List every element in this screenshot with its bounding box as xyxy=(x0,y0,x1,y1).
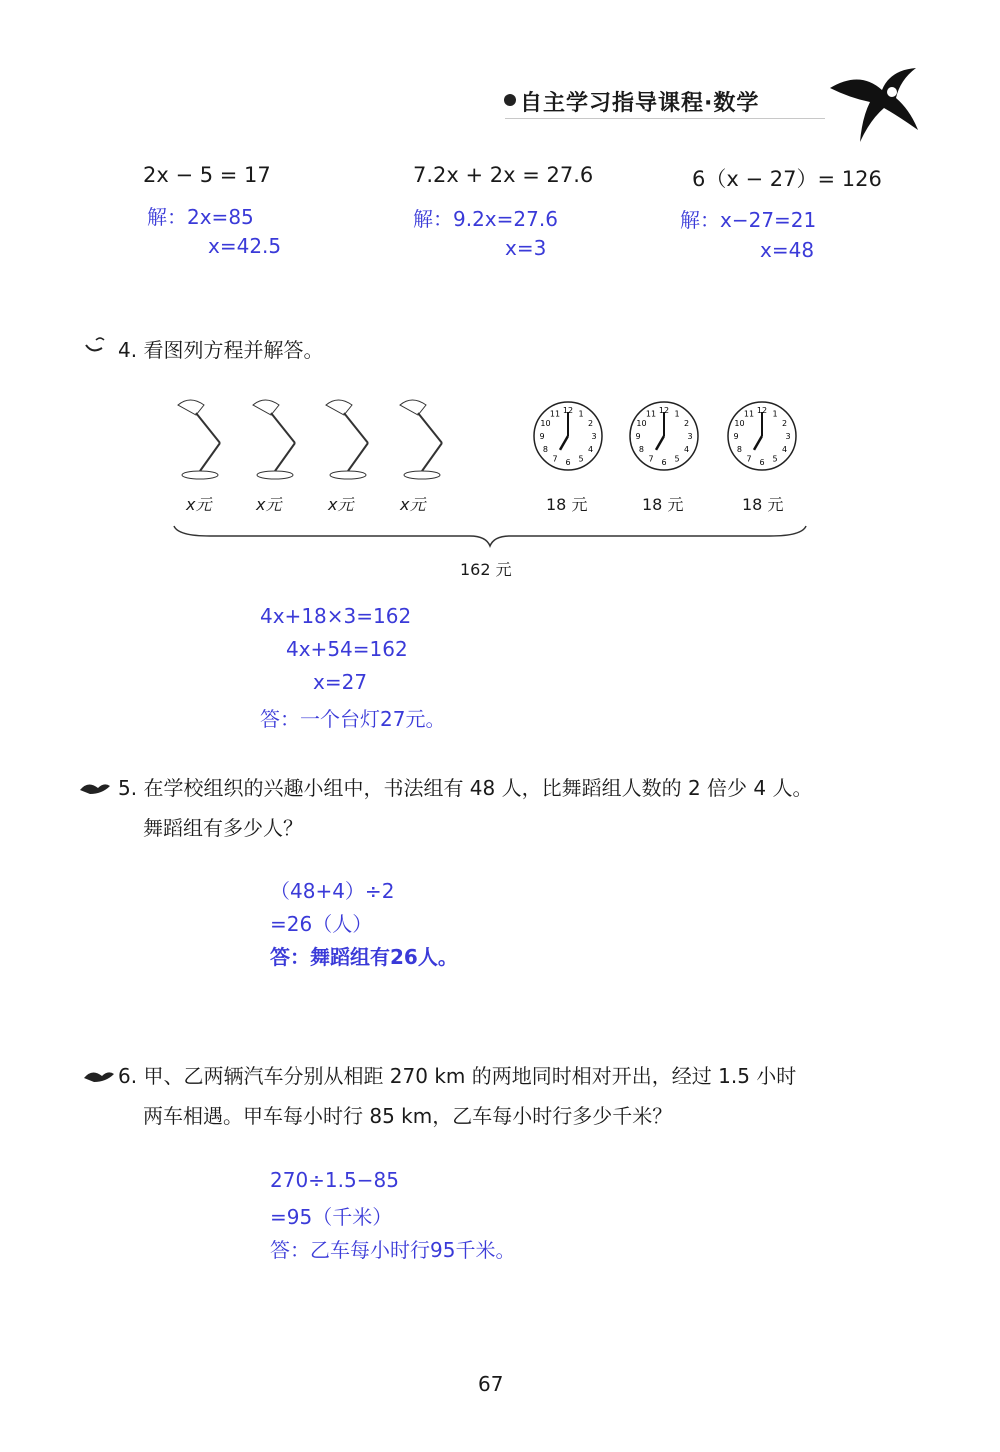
q5-text-line: 5. 在学校组织的兴趣小组中，书法组有 48 人，比舞蹈组人数的 2 倍少 4 人。 xyxy=(118,776,813,800)
clock-number: 7 xyxy=(648,454,654,464)
clock-number: 4 xyxy=(781,445,788,454)
desk-lamps-illustration xyxy=(170,395,460,485)
desk-lamp-icon xyxy=(326,400,368,479)
q6-answer-line: 270÷1.5−85 xyxy=(270,1168,399,1192)
clock-number: 1 xyxy=(578,409,584,419)
q6-text-line: 6. 甲、乙两辆汽车分别从相距 270 km 的两地同时相对开出，经过 1.5 小时 xyxy=(118,1064,797,1088)
q5-text-line: 舞蹈组有多少人？ xyxy=(143,816,303,840)
q4-answer-line: 4x+54=162 xyxy=(286,637,408,661)
equation-problem-2: 7.2x + 2x = 27.6 xyxy=(413,163,594,187)
equation-problem-1: 2x − 5 = 17 xyxy=(143,163,271,187)
lamp-price-label: x元 xyxy=(186,495,212,514)
clock-number: 3 xyxy=(785,432,791,441)
q6-answer-line: 答：乙车每小时行95千米。 xyxy=(270,1238,516,1262)
clock-number: 9 xyxy=(635,432,641,441)
lamp-price-label: x元 xyxy=(400,495,426,514)
clock-number: 2 xyxy=(587,419,594,428)
clock-number: 3 xyxy=(687,432,693,441)
equation-solution-1a: 解：2x=85 xyxy=(147,205,254,229)
clock-number: 7 xyxy=(746,454,752,464)
bird-bullet-icon xyxy=(78,778,112,796)
clock-number: 12 xyxy=(658,406,670,415)
clock-number: 7 xyxy=(552,454,558,464)
clock-icon xyxy=(728,402,796,470)
clock-icon xyxy=(630,402,698,470)
apple-bullet-icon xyxy=(82,336,116,354)
clock-number: 8 xyxy=(736,445,743,454)
q4-answer-line: x=27 xyxy=(313,670,368,694)
clock-number: 8 xyxy=(638,445,645,454)
total-brace-icon xyxy=(170,522,810,548)
clock-number: 1 xyxy=(772,409,778,419)
header-rule xyxy=(505,118,825,119)
clock-number: 10 xyxy=(540,419,551,428)
lamp-price-label: x元 xyxy=(256,495,282,514)
clock-number: 10 xyxy=(734,419,745,428)
clock-number: 4 xyxy=(587,445,594,454)
swallow-decoration-icon xyxy=(820,50,930,150)
q4-answer-line: 答：一个台灯27元。 xyxy=(260,707,446,731)
clock-number: 11 xyxy=(549,409,561,419)
q6-answer-line: =95（千米） xyxy=(270,1205,393,1229)
q6-text-line: 两车相遇。甲车每小时行 85 km，乙车每小时行多少千米？ xyxy=(143,1104,673,1128)
clock-number: 8 xyxy=(542,445,549,454)
equation-solution-1b: x=42.5 xyxy=(208,234,282,258)
clock-number: 12 xyxy=(562,406,574,415)
clock-number: 12 xyxy=(756,406,768,415)
q4-answer-line: 4x+18×3=162 xyxy=(260,604,412,628)
clock-number: 2 xyxy=(683,419,690,428)
bird-bullet-icon xyxy=(82,1066,116,1084)
header-bullet xyxy=(504,94,516,106)
equation-solution-3a: 解：x−27=21 xyxy=(680,208,817,232)
clock-number: 5 xyxy=(772,454,778,464)
equation-solution-2b: x=3 xyxy=(505,236,547,260)
clock-icon xyxy=(534,402,602,470)
clock-number: 6 xyxy=(661,458,667,467)
clock-number: 4 xyxy=(683,445,690,454)
q5-answer-line: =26（人） xyxy=(270,912,373,936)
q5-answer-line: 答：舞蹈组有26人。 xyxy=(270,945,458,969)
clock-number: 2 xyxy=(781,419,788,428)
clock-number: 3 xyxy=(591,432,597,441)
clock-number: 11 xyxy=(645,409,657,419)
clock-number: 9 xyxy=(733,432,739,441)
clock-price-label: 18 元 xyxy=(742,495,784,514)
q5-answer-line: （48+4）÷2 xyxy=(270,879,395,903)
lamp-price-label: x元 xyxy=(328,495,354,514)
clocks-illustration xyxy=(530,398,810,478)
clock-price-label: 18 元 xyxy=(642,495,684,514)
equation-solution-3b: x=48 xyxy=(760,238,815,262)
page-number: 67 xyxy=(478,1372,504,1396)
desk-lamp-icon xyxy=(253,400,295,479)
clock-number: 10 xyxy=(636,419,647,428)
equation-problem-3: 6（x − 27）= 126 xyxy=(692,167,882,191)
clock-number: 1 xyxy=(674,409,680,419)
header-title: 自主学习指导课程·数学 xyxy=(520,91,760,116)
clock-number: 11 xyxy=(743,409,755,419)
total-price-label: 162 元 xyxy=(460,560,512,579)
q4-prompt: 4. 看图列方程并解答。 xyxy=(118,338,324,362)
clock-number: 6 xyxy=(565,458,571,467)
clock-number: 5 xyxy=(674,454,680,464)
desk-lamp-icon xyxy=(400,400,442,479)
clock-number: 9 xyxy=(539,432,545,441)
clock-number: 6 xyxy=(759,458,765,467)
clock-price-label: 18 元 xyxy=(546,495,588,514)
equation-solution-2a: 解：9.2x=27.6 xyxy=(413,207,558,231)
clock-number: 5 xyxy=(578,454,584,464)
desk-lamp-icon xyxy=(178,400,220,479)
